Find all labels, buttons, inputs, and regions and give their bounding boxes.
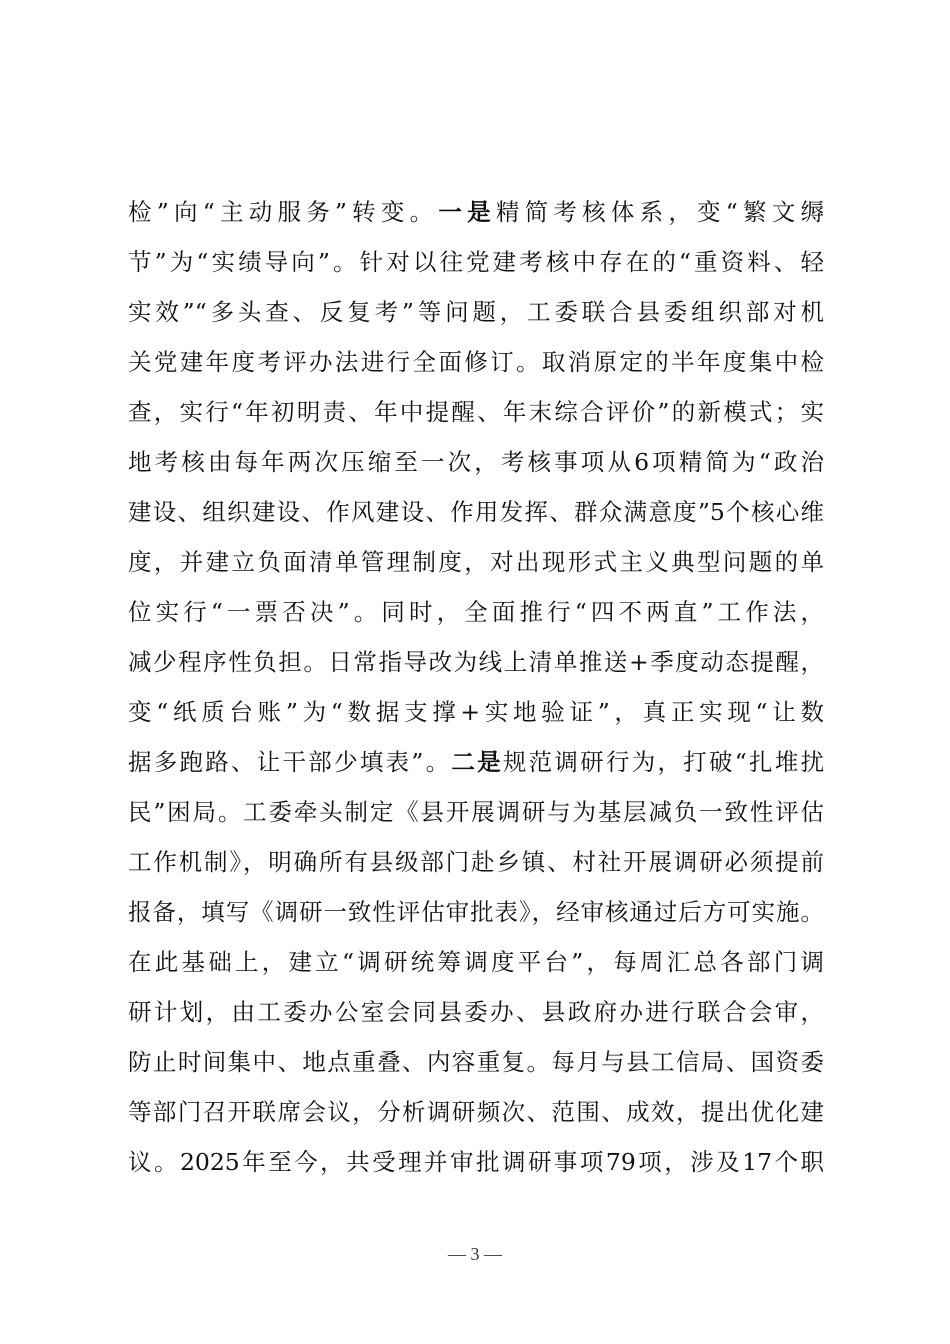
text-line — [128, 937, 824, 987]
text-segment: 地考核由每年两次压缩至一次，考核事项从6项精简为“政治 — [128, 448, 824, 476]
text-segment: 防止时间集中、地点重叠、内容重复。每月与县工信局、国资委 — [128, 1048, 824, 1076]
text-line — [128, 1137, 824, 1187]
text-segment: 报备，填写《调研一致性评估审批表》，经审核通过后方可实施。 — [128, 898, 824, 926]
text-line — [128, 787, 824, 837]
text-line — [128, 437, 824, 487]
text-segment: 检”向“主动服务”转变。 — [128, 198, 439, 226]
text-line — [128, 837, 824, 887]
text-line — [128, 687, 824, 737]
text-segment: 节”为“实绩导向”。针对以往党建考核中存在的“重资料、轻 — [128, 248, 824, 276]
text-line — [128, 337, 824, 387]
text-segment: 减少程序性负担。日常指导改为线上清单推送+季度动态提醒， — [128, 648, 824, 676]
text-segment: 在此基础上，建立“调研统筹调度平台”，每周汇总各部门调 — [128, 948, 824, 976]
text-line — [128, 387, 824, 437]
text-segment: 精简考核体系，变“繁文缛 — [495, 198, 825, 226]
body-paragraph — [128, 187, 824, 1187]
text-segment: 度，并建立负面清单管理制度，对出现形式主义典型问题的单 — [128, 548, 824, 576]
text-line — [128, 737, 824, 787]
text-line — [128, 587, 824, 637]
text-segment: 变“纸质台账”为“数据支撑+实地验证”，真正实现“让数 — [128, 698, 824, 726]
text-line — [128, 187, 824, 237]
text-line — [128, 537, 824, 587]
text-segment: 等部门召开联席会议，分析调研频次、范围、成效，提出优化建 — [128, 1098, 824, 1126]
bold-lead-phrase: 一是 — [438, 198, 496, 226]
text-segment: 据多跑路、让干部少填表”。 — [128, 748, 452, 776]
text-line — [128, 487, 824, 537]
text-segment: 议。2025年至今，共受理并审批调研事项79项，涉及17个职 — [128, 1148, 824, 1176]
text-line — [128, 887, 824, 937]
bold-lead-phrase: 二是 — [451, 748, 503, 776]
text-segment: 民”困局。工委牵头制定《县开展调研与为基层减负一致性评估 — [128, 798, 824, 826]
text-line — [128, 287, 824, 337]
text-segment: 关党建年度考评办法进行全面修订。取消原定的半年度集中检 — [128, 348, 824, 376]
text-segment: 研计划，由工委办公室会同县委办、县政府办进行联合会审， — [128, 998, 824, 1026]
text-segment: 工作机制》，明确所有县级部门赴乡镇、村社开展调研必须提前 — [128, 848, 824, 876]
text-line — [128, 1087, 824, 1137]
text-line — [128, 1037, 824, 1087]
text-segment: 查，实行“年初明责、年中提醒、年末综合评价”的新模式；实 — [128, 398, 824, 426]
text-segment: 规范调研行为，打破“扎堆扰 — [502, 748, 825, 776]
text-segment: 位实行“一票否决”。同时，全面推行“四不两直”工作法， — [128, 598, 824, 626]
text-segment: 建设、组织建设、作风建设、作用发挥、群众满意度”5个核心维 — [128, 498, 824, 526]
text-line — [128, 637, 824, 687]
text-line — [128, 987, 824, 1037]
text-line — [128, 237, 824, 287]
text-segment: 实效”“多头查、反复考”等问题，工委联合县委组织部对机 — [128, 298, 824, 326]
page-number: — 3 — — [448, 1244, 502, 1264]
